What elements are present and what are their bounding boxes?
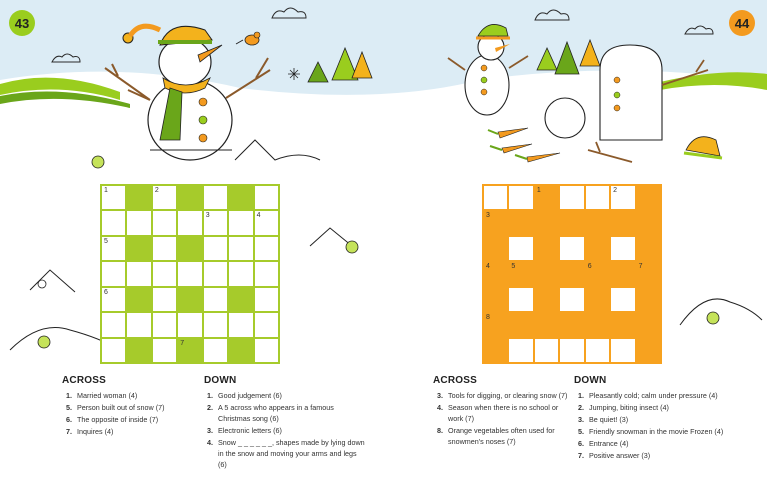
clue-item-number: 1. xyxy=(66,391,72,400)
clue-item-text: Married woman (4) xyxy=(77,391,138,400)
grid-cell[interactable] xyxy=(611,186,634,209)
clue-number: 3 xyxy=(205,212,210,220)
clue-item-number: 6. xyxy=(578,439,584,448)
grid-block xyxy=(229,186,252,209)
clue-item xyxy=(66,426,196,437)
across-heading-right: ACROSS xyxy=(433,375,477,386)
clue-item-number: 8. xyxy=(437,426,443,435)
clue-item-text: Season when there is no school or work (7) xyxy=(448,403,559,423)
grid-block xyxy=(127,288,150,311)
clue-item-number: 2. xyxy=(207,403,213,412)
clue-number: 7 xyxy=(180,339,185,347)
grid-block xyxy=(560,262,583,285)
grid-cell[interactable] xyxy=(229,313,252,336)
page-number-right: 44 xyxy=(729,10,755,36)
grid-cell[interactable] xyxy=(560,186,583,209)
clue-item xyxy=(578,414,758,425)
grid-cell[interactable] xyxy=(255,339,278,362)
grid-cell[interactable] xyxy=(255,313,278,336)
grid-cell[interactable] xyxy=(204,237,227,260)
clue-number: 8 xyxy=(486,314,490,322)
clue-item-number: 2. xyxy=(578,403,584,412)
clue-item-text: Good judgement (6) xyxy=(218,391,282,400)
grid-block xyxy=(586,262,609,285)
grid-block xyxy=(535,288,558,311)
grid-cell[interactable] xyxy=(509,186,532,209)
clue-item xyxy=(66,402,196,413)
clue-item-number: 5. xyxy=(578,427,584,436)
clue-item-text: Jumping, biting insect (4) xyxy=(589,403,669,412)
grid-cell[interactable] xyxy=(229,211,252,234)
clue-number: 4 xyxy=(486,263,490,271)
grid-cell[interactable] xyxy=(153,262,176,285)
grid-cell[interactable] xyxy=(204,186,227,209)
clue-item-text: Snow _ _ _ _ _ _, shapes made by lying down in the snow and moving your arms and legs (6) xyxy=(218,438,365,469)
clue-item xyxy=(207,425,367,436)
clue-item-number: 5. xyxy=(66,403,72,412)
grid-cell[interactable] xyxy=(611,288,634,311)
grid-block xyxy=(484,262,507,285)
grid-block xyxy=(127,186,150,209)
grid-cell[interactable] xyxy=(484,186,507,209)
grid-cell[interactable] xyxy=(102,262,125,285)
grid-cell[interactable] xyxy=(611,339,634,362)
page-number-left: 43 xyxy=(9,10,35,36)
grid-cell[interactable] xyxy=(204,211,227,234)
grid-block xyxy=(509,313,532,336)
grid-block xyxy=(535,211,558,234)
across-clues-left xyxy=(66,390,196,438)
grid-cell[interactable] xyxy=(560,288,583,311)
grid-block xyxy=(178,339,201,362)
snowflake-icon xyxy=(288,68,300,80)
grid-block xyxy=(509,211,532,234)
grid-cell[interactable] xyxy=(127,211,150,234)
grid-cell[interactable] xyxy=(509,339,532,362)
clue-number: 6 xyxy=(104,288,108,296)
grid-block xyxy=(535,237,558,260)
grid-block xyxy=(586,237,609,260)
clue-item-text: Inquires (4) xyxy=(77,427,114,436)
grid-cell[interactable] xyxy=(127,313,150,336)
clue-item xyxy=(578,438,758,449)
bird-icon xyxy=(236,32,260,45)
grid-block xyxy=(560,313,583,336)
grid-cell[interactable] xyxy=(204,262,227,285)
grid-block xyxy=(229,339,252,362)
across-clues-right xyxy=(437,390,569,448)
clue-item-number: 7. xyxy=(578,451,584,460)
down-clues-left xyxy=(207,390,367,471)
clue-number: 5 xyxy=(104,237,108,245)
clue-item-number: 1. xyxy=(578,391,584,400)
clue-item-text: Orange vegetables often used for snowmen's noses (7) xyxy=(448,426,555,446)
clue-number: 2 xyxy=(154,187,159,194)
grid-cell[interactable] xyxy=(153,339,176,362)
clue-item-text: Positive answer (3) xyxy=(589,451,651,460)
clue-item xyxy=(66,414,196,425)
grid-cell[interactable] xyxy=(153,288,176,311)
clue-number: 1 xyxy=(104,187,108,194)
clue-item-text: Entrance (4) xyxy=(589,439,629,448)
grid-block xyxy=(637,211,660,234)
clue-number: 5 xyxy=(511,263,516,271)
grid-cell[interactable] xyxy=(509,237,532,260)
grid-cell[interactable] xyxy=(255,237,278,260)
clue-item-text: Electronic letters (6) xyxy=(218,426,282,435)
grid-block xyxy=(484,237,507,260)
clue-item xyxy=(207,402,367,424)
clue-item-text: Be quiet! (3) xyxy=(589,415,629,424)
grid-cell[interactable] xyxy=(586,186,609,209)
clue-item-number: 4. xyxy=(207,438,213,447)
clue-item-text: The opposite of inside (7) xyxy=(77,415,159,424)
down-heading-left: DOWN xyxy=(204,375,237,386)
clue-item xyxy=(578,402,758,413)
grid-cell[interactable] xyxy=(611,237,634,260)
clue-number: 3 xyxy=(486,212,490,220)
down-heading-right: DOWN xyxy=(574,375,607,386)
grid-cell[interactable] xyxy=(204,339,227,362)
clue-item xyxy=(437,390,569,401)
grid-cell[interactable] xyxy=(255,288,278,311)
clue-item xyxy=(578,450,758,461)
grid-cell[interactable] xyxy=(178,313,201,336)
clue-number: 7 xyxy=(638,263,643,271)
grid-cell[interactable] xyxy=(153,186,176,209)
grid-block xyxy=(484,313,507,336)
grid-cell[interactable] xyxy=(535,339,558,362)
clue-item-number: 3. xyxy=(207,426,213,435)
clue-item xyxy=(578,390,758,401)
grid-block xyxy=(637,262,660,285)
grid-block xyxy=(127,237,150,260)
grid-block xyxy=(586,288,609,311)
grid-block xyxy=(509,262,532,285)
clue-item xyxy=(578,426,758,437)
clue-item xyxy=(437,425,569,447)
grid-block xyxy=(229,288,252,311)
grid-cell[interactable] xyxy=(204,313,227,336)
grid-cell[interactable] xyxy=(153,313,176,336)
grid-cell[interactable] xyxy=(102,288,125,311)
grid-block xyxy=(535,186,558,209)
grid-block xyxy=(560,211,583,234)
clue-item-text: Person built out of snow (7) xyxy=(77,403,165,412)
clue-item-number: 4. xyxy=(437,403,443,412)
clue-item-number: 1. xyxy=(207,391,213,400)
grid-cell[interactable] xyxy=(153,211,176,234)
grid-block xyxy=(178,237,201,260)
grid-block xyxy=(535,313,558,336)
grid-cell[interactable] xyxy=(102,237,125,260)
grid-cell[interactable] xyxy=(204,288,227,311)
clue-item xyxy=(207,437,367,470)
grid-block xyxy=(586,313,609,336)
grid-block xyxy=(178,186,201,209)
grid-cell[interactable] xyxy=(229,237,252,260)
grid-cell[interactable] xyxy=(586,339,609,362)
grid-cell[interactable] xyxy=(102,186,125,209)
clue-item-text: Tools for digging, or clearing snow (7) xyxy=(448,391,568,400)
down-clues-right xyxy=(578,390,758,462)
crossword-grid-left xyxy=(100,184,280,364)
clue-number: 4 xyxy=(256,212,261,220)
grid-block xyxy=(178,288,201,311)
grid-cell[interactable] xyxy=(509,288,532,311)
clue-item-number: 3. xyxy=(578,415,584,424)
grid-cell[interactable] xyxy=(560,339,583,362)
clue-number: 2 xyxy=(613,187,618,194)
grid-block xyxy=(535,262,558,285)
grid-block xyxy=(611,313,634,336)
grid-cell[interactable] xyxy=(255,262,278,285)
grid-block xyxy=(637,186,660,209)
grid-block xyxy=(484,211,507,234)
clue-number: 6 xyxy=(587,263,592,271)
grid-block xyxy=(484,339,507,362)
grid-block xyxy=(586,211,609,234)
clue-item-text: Friendly snowman in the movie Frozen (4) xyxy=(589,427,724,436)
grid-block xyxy=(611,211,634,234)
crossword-grid-right xyxy=(482,184,662,364)
clue-item-text: Pleasantly cold; calm under pressure (4) xyxy=(589,391,718,400)
grid-block xyxy=(611,262,634,285)
grid-cell[interactable] xyxy=(102,339,125,362)
clue-item-text: A 5 across who appears in a famous Christmas song (6) xyxy=(218,403,334,423)
grid-block xyxy=(127,339,150,362)
clue-item xyxy=(437,402,569,424)
grid-block xyxy=(637,313,660,336)
grid-cell[interactable] xyxy=(255,186,278,209)
across-heading-left: ACROSS xyxy=(62,375,106,386)
clue-item xyxy=(207,390,367,401)
grid-block xyxy=(484,288,507,311)
clue-number: 1 xyxy=(536,187,541,194)
grid-block xyxy=(637,288,660,311)
grid-cell[interactable] xyxy=(102,211,125,234)
grid-cell[interactable] xyxy=(255,211,278,234)
grid-cell[interactable] xyxy=(560,237,583,260)
grid-cell[interactable] xyxy=(102,313,125,336)
grid-block xyxy=(637,339,660,362)
grid-cell[interactable] xyxy=(178,211,201,234)
clue-item-number: 3. xyxy=(437,391,443,400)
clue-item xyxy=(66,390,196,401)
clue-item-number: 7. xyxy=(66,427,72,436)
clue-item-number: 6. xyxy=(66,415,72,424)
grid-cell[interactable] xyxy=(127,262,150,285)
grid-cell[interactable] xyxy=(153,237,176,260)
grid-block xyxy=(637,237,660,260)
grid-cell[interactable] xyxy=(178,262,201,285)
grid-cell[interactable] xyxy=(229,262,252,285)
